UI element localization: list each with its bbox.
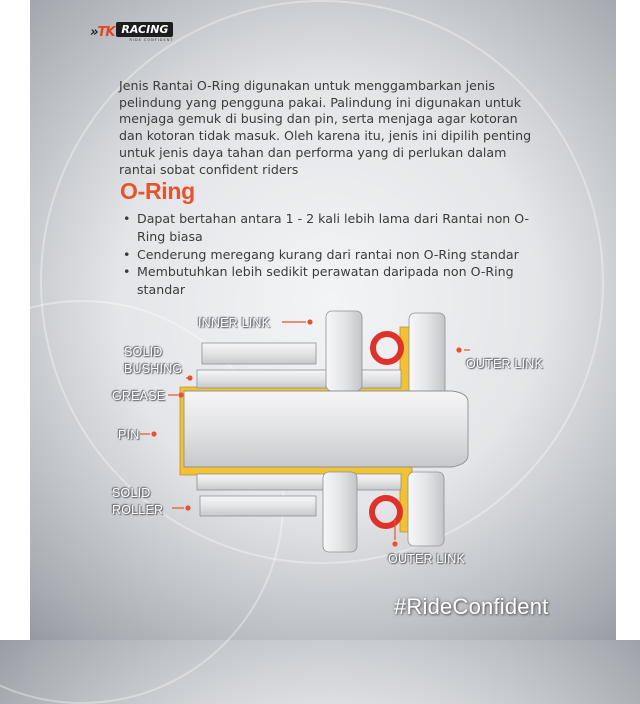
- leader-dot: [178, 392, 183, 397]
- leader-dot: [185, 505, 190, 510]
- brand-tagline: RIDE CONFIDENT: [129, 38, 174, 42]
- label-outer-link-bottom: OUTER LINK: [388, 552, 466, 566]
- o-ring-bottom: [372, 498, 400, 526]
- outer-link-plate-lower: [408, 472, 444, 546]
- leader-dot: [151, 431, 156, 436]
- label-inner-link: INNER LINK: [198, 316, 271, 330]
- solid-roller-lower: [200, 496, 316, 516]
- pin-body: [184, 391, 468, 467]
- label-grease: GREASE: [112, 389, 166, 403]
- inner-link-plate-upper: [326, 311, 362, 391]
- label-outer-link-top: OUTER LINK: [466, 357, 544, 371]
- leader-dot: [187, 375, 192, 380]
- leader-dot: [307, 319, 312, 324]
- intro-paragraph: Jenis Rantai O-Ring digunakan untuk menggambarkan jenis pelindung yang pengguna pakai. Palindung ini digunakan untuk menjaga gemuk di busing dan pin, serta menjaga agar kotoran dan kotoran tidak masuk. Oleh karena itu, jenis ini dipilih penting untuk jenis daya tahan dan performa yang di perlukan dalam rantai sobat confident riders: [119, 78, 532, 177]
- o-ring-top: [373, 334, 401, 362]
- list-item: • Dapat bertahan antara 1 - 2 kali lebih lama dari Rantai non O-Ring biasa: [123, 210, 543, 246]
- solid-bushing-lower: [197, 474, 401, 490]
- solid-bushing-upper: [197, 370, 401, 388]
- section-heading: O-Ring: [120, 178, 195, 204]
- brand-name: RACING: [116, 22, 173, 37]
- hashtag: #RideConfident: [394, 594, 549, 619]
- leader-dot: [456, 347, 461, 352]
- label-pin: PIN: [118, 428, 140, 442]
- outer-link-plate-upper: [409, 313, 445, 395]
- inner-link-plate-lower: [323, 472, 357, 552]
- label-solid-bushing-line1: SOLID: [124, 345, 163, 359]
- label-solid-roller-line1: SOLID: [112, 486, 151, 500]
- solid-roller-upper: [202, 343, 316, 364]
- label-solid-roller-line2: ROLLER: [112, 503, 164, 517]
- leader-dot: [392, 541, 397, 546]
- list-item: • Cenderung meregang kurang dari rantai non O-Ring standar: [123, 246, 543, 264]
- label-solid-bushing-line2: BUSHING: [124, 362, 183, 376]
- list-item: • Membutuhkan lebih sedikit perawatan daripada non O-Ring standar: [123, 263, 543, 299]
- brand-mark: »TK: [90, 24, 115, 40]
